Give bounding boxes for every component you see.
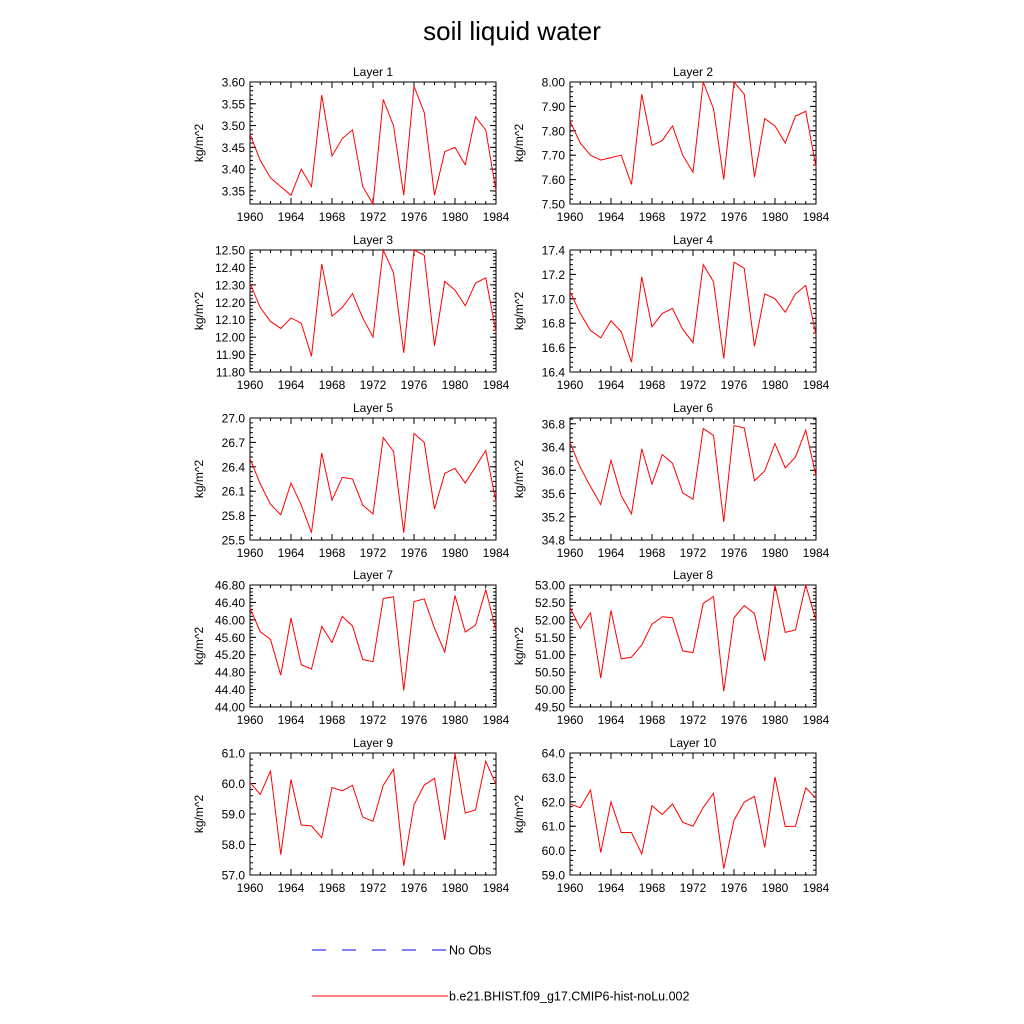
- y-tick-label: 60.0: [541, 844, 565, 859]
- x-tick-label: 1960: [556, 881, 584, 895]
- x-tick-label: 1972: [679, 210, 707, 224]
- y-tick-label: 3.55: [221, 97, 245, 112]
- series-line: [570, 777, 816, 869]
- x-tick-label: 1964: [277, 378, 305, 392]
- y-tick-label: 58.0: [221, 838, 245, 852]
- x-tick-label: 1960: [236, 210, 264, 224]
- x-tick-label: 1984: [482, 378, 510, 392]
- x-tick-label: 1964: [597, 546, 625, 560]
- y-tick-label: 59.0: [541, 868, 565, 883]
- y-tick-label: 50.50: [534, 665, 565, 680]
- x-tick-label: 1960: [556, 378, 584, 392]
- x-tick-label: 1960: [236, 378, 264, 392]
- x-tick-label: 1972: [359, 546, 387, 560]
- x-tick-label: 1984: [802, 546, 830, 560]
- panel-title: Layer 10: [669, 736, 717, 750]
- x-tick-label: 1980: [761, 881, 789, 895]
- y-tick-label: 50.00: [534, 683, 565, 698]
- x-tick-label: 1964: [277, 713, 305, 727]
- x-tick-label: 1968: [318, 713, 346, 727]
- panel-layer-6: [512, 401, 830, 560]
- y-tick-label: 46.80: [214, 578, 245, 593]
- x-tick-label: 1984: [802, 210, 830, 224]
- series-line: [250, 754, 496, 866]
- y-tick-label: 62.0: [541, 795, 565, 810]
- y-tick-label: 3.60: [221, 75, 245, 90]
- panel-grid: [192, 65, 830, 895]
- x-tick-label: 1964: [277, 210, 305, 224]
- x-tick-label: 1968: [318, 546, 346, 560]
- x-tick-label: 1984: [802, 713, 830, 727]
- legend: [312, 944, 689, 1004]
- y-tick-label: 16.6: [541, 341, 565, 356]
- x-tick-label: 1980: [761, 546, 789, 560]
- panel-title: Layer 2: [672, 65, 714, 79]
- panel-title: Layer 5: [352, 401, 394, 415]
- x-tick-label: 1968: [638, 378, 666, 392]
- y-axis-label: kg/m^2: [192, 123, 206, 163]
- x-tick-label: 1964: [277, 881, 305, 895]
- x-tick-label: 1968: [638, 881, 666, 895]
- x-tick-label: 1976: [720, 881, 748, 895]
- y-tick-label: 46.40: [214, 595, 245, 610]
- y-tick-label: 3.35: [221, 184, 245, 199]
- y-tick-label: 52.00: [534, 613, 565, 628]
- series-line: [250, 590, 496, 691]
- x-tick-label: 1968: [638, 546, 666, 560]
- y-tick-label: 16.8: [541, 316, 565, 331]
- panel-layer-10: [512, 736, 830, 895]
- x-tick-label: 1968: [638, 713, 666, 727]
- x-tick-label: 1976: [720, 210, 748, 224]
- x-tick-label: 1980: [441, 713, 469, 727]
- panel-layer-3: [192, 233, 510, 392]
- x-tick-label: 1964: [597, 210, 625, 224]
- y-tick-label: 64.0: [541, 746, 565, 761]
- y-tick-label: 12.10: [214, 313, 245, 328]
- y-tick-label: 60.0: [221, 777, 245, 791]
- x-tick-label: 1968: [318, 210, 346, 224]
- panel-title: Layer 6: [672, 401, 714, 415]
- x-tick-label: 1968: [638, 210, 666, 224]
- x-tick-label: 1964: [597, 378, 625, 392]
- series-line: [570, 82, 816, 184]
- y-tick-label: 35.2: [541, 510, 565, 525]
- x-tick-label: 1984: [482, 546, 510, 560]
- x-tick-label: 1984: [482, 210, 510, 224]
- panel-layer-4: [512, 233, 830, 392]
- panel-layer-9: [192, 736, 510, 895]
- y-tick-label: 11.80: [215, 365, 245, 380]
- y-axis-label: kg/m^2: [512, 459, 526, 499]
- x-tick-label: 1980: [441, 881, 469, 895]
- y-tick-label: 36.0: [541, 463, 565, 478]
- figure-title: soil liquid water: [423, 16, 601, 46]
- y-axis-label: kg/m^2: [192, 626, 206, 666]
- x-tick-label: 1960: [556, 546, 584, 560]
- x-tick-label: 1984: [482, 713, 510, 727]
- x-tick-label: 1968: [318, 881, 346, 895]
- x-tick-label: 1972: [359, 210, 387, 224]
- x-tick-label: 1960: [556, 713, 584, 727]
- y-tick-label: 53.00: [534, 578, 565, 593]
- x-tick-label: 1984: [802, 881, 830, 895]
- x-tick-label: 1972: [359, 881, 387, 895]
- y-tick-label: 45.60: [214, 630, 245, 645]
- y-tick-label: 12.30: [214, 278, 245, 293]
- x-tick-label: 1976: [720, 378, 748, 392]
- y-tick-label: 27.0: [221, 411, 245, 426]
- x-tick-label: 1980: [761, 378, 789, 392]
- x-tick-label: 1976: [400, 378, 428, 392]
- y-axis-label: kg/m^2: [192, 794, 206, 834]
- plot-frame: [570, 250, 816, 372]
- y-tick-label: 7.50: [541, 197, 565, 212]
- y-tick-label: 36.4: [541, 440, 565, 455]
- y-tick-label: 7.80: [541, 124, 565, 139]
- x-tick-label: 1964: [597, 881, 625, 895]
- x-tick-label: 1976: [400, 881, 428, 895]
- panel-title: Layer 3: [352, 233, 394, 247]
- x-tick-label: 1976: [720, 546, 748, 560]
- y-axis-label: kg/m^2: [512, 626, 526, 666]
- x-tick-label: 1968: [318, 378, 346, 392]
- x-tick-label: 1984: [802, 378, 830, 392]
- plot-frame: [570, 753, 816, 875]
- y-tick-label: 16.4: [541, 365, 565, 380]
- panel-title: Layer 9: [352, 736, 394, 750]
- panel-layer-7: [192, 568, 510, 727]
- y-tick-label: 7.90: [541, 99, 565, 114]
- y-tick-label: 36.8: [541, 417, 565, 432]
- panel-title: Layer 4: [672, 233, 714, 247]
- x-tick-label: 1980: [441, 546, 469, 560]
- y-tick-label: 49.50: [534, 700, 565, 715]
- x-tick-label: 1964: [277, 546, 305, 560]
- x-tick-label: 1980: [441, 378, 469, 392]
- x-tick-label: 1976: [720, 713, 748, 727]
- y-tick-label: 25.8: [221, 509, 245, 524]
- y-tick-label: 3.45: [221, 140, 245, 155]
- panel-layer-8: [512, 568, 830, 727]
- plot-frame: [250, 250, 496, 372]
- y-tick-label: 52.50: [534, 595, 565, 610]
- y-tick-label: 11.90: [215, 348, 245, 363]
- y-tick-label: 7.70: [541, 148, 565, 163]
- x-tick-label: 1960: [556, 210, 584, 224]
- series-line: [570, 262, 816, 362]
- y-tick-label: 45.20: [214, 648, 245, 663]
- y-tick-label: 59.0: [221, 807, 245, 822]
- y-tick-label: 44.80: [214, 665, 245, 680]
- panel-title: Layer 8: [672, 568, 714, 582]
- x-tick-label: 1972: [679, 546, 707, 560]
- x-tick-label: 1960: [236, 881, 264, 895]
- x-tick-label: 1976: [400, 713, 428, 727]
- y-axis-label: kg/m^2: [192, 291, 206, 331]
- y-tick-label: 46.00: [214, 613, 245, 628]
- y-tick-label: 8.00: [541, 75, 565, 90]
- series-line: [570, 585, 816, 691]
- panel-layer-2: [512, 65, 830, 224]
- x-tick-label: 1976: [400, 210, 428, 224]
- x-tick-label: 1964: [597, 713, 625, 727]
- series-line: [250, 86, 496, 204]
- legend-model-label: b.e21.BHIST.f09_g17.CMIP6-hist-noLu.002: [449, 989, 690, 1004]
- y-tick-label: 51.00: [534, 648, 565, 663]
- y-axis-label: kg/m^2: [192, 459, 206, 499]
- y-tick-label: 17.2: [541, 267, 565, 282]
- y-tick-label: 12.00: [214, 330, 245, 345]
- y-tick-label: 57.0: [221, 868, 245, 883]
- y-tick-label: 26.7: [221, 435, 245, 450]
- y-tick-label: 35.6: [541, 487, 565, 502]
- plot-frame: [250, 418, 496, 540]
- x-tick-label: 1980: [441, 210, 469, 224]
- series-line: [570, 426, 816, 522]
- y-axis-label: kg/m^2: [512, 291, 526, 331]
- y-tick-label: 3.40: [221, 162, 245, 177]
- y-tick-label: 3.50: [221, 119, 245, 134]
- x-tick-label: 1972: [679, 881, 707, 895]
- panel-layer-5: [192, 401, 510, 560]
- y-tick-label: 61.0: [221, 746, 245, 761]
- y-tick-label: 17.0: [541, 292, 565, 307]
- y-tick-label: 17.4: [541, 243, 565, 258]
- y-tick-label: 44.00: [214, 700, 245, 715]
- y-axis-label: kg/m^2: [512, 794, 526, 834]
- x-tick-label: 1980: [761, 713, 789, 727]
- panel-title: Layer 7: [352, 568, 394, 582]
- panel-title: Layer 1: [352, 65, 394, 79]
- x-tick-label: 1984: [482, 881, 510, 895]
- x-tick-label: 1980: [761, 210, 789, 224]
- series-line: [250, 433, 496, 532]
- y-tick-label: 12.20: [214, 295, 245, 310]
- y-tick-label: 34.8: [541, 533, 565, 548]
- y-tick-label: 25.5: [221, 533, 245, 548]
- x-tick-label: 1972: [359, 378, 387, 392]
- y-axis-label: kg/m^2: [512, 123, 526, 163]
- series-line: [250, 250, 496, 356]
- legend-obs-label: No Obs: [449, 943, 492, 958]
- x-tick-label: 1960: [236, 546, 264, 560]
- plot-frame: [250, 82, 496, 204]
- y-tick-label: 12.40: [214, 260, 245, 275]
- y-tick-label: 12.50: [214, 243, 245, 258]
- x-tick-label: 1976: [400, 546, 428, 560]
- y-tick-label: 63.0: [541, 770, 565, 785]
- x-tick-label: 1960: [236, 713, 264, 727]
- x-tick-label: 1972: [679, 378, 707, 392]
- panel-layer-1: [192, 65, 510, 224]
- y-tick-label: 26.4: [221, 460, 245, 475]
- plot-frame: [570, 82, 816, 204]
- plot-frame: [250, 585, 496, 707]
- y-tick-label: 61.0: [541, 819, 565, 834]
- y-tick-label: 26.1: [221, 484, 245, 499]
- y-tick-label: 51.50: [534, 630, 565, 645]
- x-tick-label: 1972: [679, 713, 707, 727]
- plot-frame: [250, 753, 496, 875]
- y-tick-label: 44.40: [214, 683, 245, 698]
- x-tick-label: 1972: [359, 713, 387, 727]
- y-tick-label: 7.60: [541, 173, 565, 188]
